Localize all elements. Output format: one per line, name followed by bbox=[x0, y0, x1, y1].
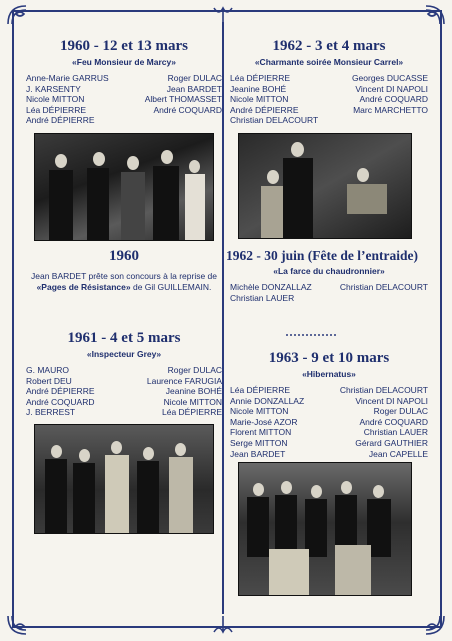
cast-name: Robert DEU bbox=[26, 375, 72, 386]
cast-name: Nicole MITTON bbox=[230, 94, 289, 105]
play-title: «Feu Monsieur de Marcy» bbox=[72, 57, 176, 67]
cast-name: André COQUARD bbox=[26, 396, 95, 407]
cast-column-right bbox=[145, 73, 222, 126]
cast-list bbox=[230, 73, 428, 126]
cast-name: Léa DÉPIERRE bbox=[162, 407, 222, 418]
section-title: 1963 - 9 et 10 mars bbox=[268, 350, 390, 366]
cast-list bbox=[26, 73, 222, 126]
section-1963 bbox=[230, 350, 428, 459]
cast-column-right bbox=[340, 282, 428, 303]
cast-name: André COQUARD bbox=[359, 94, 428, 105]
cast-name: Laurence FARUGIA bbox=[146, 375, 222, 386]
cast-list bbox=[26, 365, 222, 418]
cast-name: Florent MITTON bbox=[230, 427, 292, 438]
cast-name: G. MAURO bbox=[26, 365, 69, 375]
cast-name: Gérard GAUTHIER bbox=[355, 437, 428, 448]
cast-column-right bbox=[147, 365, 222, 418]
section-title: 1962 - 30 juin (Fête de l’entraide) bbox=[226, 248, 418, 263]
cast-list bbox=[230, 282, 428, 303]
cast-name: André COQUARD bbox=[153, 104, 222, 115]
divider-top-ornament-icon bbox=[212, 4, 234, 26]
paragraph-text: de Gil GUILLEMAIN. bbox=[132, 282, 212, 292]
cast-name: André DÉPIERRE bbox=[230, 104, 299, 115]
cast-column-left bbox=[230, 282, 312, 303]
section-paragraph bbox=[26, 271, 222, 293]
cast-name: Albert THOMASSET bbox=[144, 94, 222, 105]
cast-name: Nicole MITTON bbox=[230, 406, 289, 417]
photo-1961-cast bbox=[34, 424, 214, 534]
cast-name: Jeanine BOHÉ bbox=[165, 386, 222, 397]
cast-name: Jean CAPELLE bbox=[368, 448, 428, 459]
cast-name: Nicole MITTON bbox=[163, 396, 222, 407]
cast-name: Jean BARDET bbox=[166, 83, 222, 94]
corner-ornament-icon bbox=[6, 614, 28, 636]
cast-name: Roger DULAC bbox=[373, 406, 428, 417]
section-title: 1960 bbox=[109, 248, 139, 264]
cast-name: Léa DÉPIERRE bbox=[230, 73, 290, 83]
photo-1963-cast bbox=[238, 462, 412, 596]
cast-name: Michèle DONZALLAZ bbox=[230, 282, 312, 292]
cast-column-right bbox=[340, 385, 428, 459]
photo-1962-cast bbox=[238, 133, 412, 239]
section-title: 1961 - 4 et 5 mars bbox=[67, 330, 181, 346]
corner-ornament-icon bbox=[424, 614, 446, 636]
cast-name: Christian DELACOURT bbox=[339, 282, 428, 292]
cast-column-left bbox=[230, 73, 318, 126]
paragraph-play-title: «Pages de Résistance» bbox=[36, 282, 131, 292]
cast-name: Roger DULAC bbox=[167, 73, 222, 83]
section-1960-resistance bbox=[26, 248, 222, 293]
section-1962-carrel bbox=[230, 38, 428, 126]
cast-name: Nicole MITTON bbox=[26, 94, 85, 105]
cast-name: André COQUARD bbox=[359, 416, 428, 427]
cast-name: Christian LAUER bbox=[230, 292, 295, 303]
play-title: «Charmante soirée Monsieur Carrel» bbox=[254, 57, 404, 67]
cast-name: Annie DONZALLAZ bbox=[230, 395, 305, 406]
cast-name: Léa DÉPIERRE bbox=[230, 385, 290, 395]
cast-name: J. BERREST bbox=[26, 407, 76, 418]
section-title: 1962 - 3 et 4 mars bbox=[272, 38, 386, 54]
section-1962-entraide bbox=[226, 248, 428, 303]
paragraph-text: Jean BARDET prête son concours à la reprise de bbox=[31, 271, 217, 281]
cast-column-left bbox=[230, 385, 304, 459]
divider-bottom-ornament-icon bbox=[212, 614, 234, 636]
cast-name: Roger DULAC bbox=[167, 365, 222, 375]
play-title: «La farce du chaudronnier» bbox=[273, 266, 385, 276]
cast-name: Vincent DI NAPOLI bbox=[355, 395, 428, 406]
cast-column-right bbox=[352, 73, 428, 126]
cast-column-left bbox=[26, 73, 109, 126]
cast-name: André DÉPIERRE bbox=[26, 115, 95, 126]
play-title: «Inspecteur Grey» bbox=[86, 349, 162, 359]
cast-name: Marie-José AZOR bbox=[230, 416, 298, 427]
cast-name: Léa DÉPIERRE bbox=[26, 104, 86, 115]
section-title: 1960 - 12 et 13 mars bbox=[60, 38, 188, 54]
photo-1960-cast bbox=[34, 133, 214, 241]
cast-name: Georges DUCASSE bbox=[351, 73, 428, 83]
cast-name: Christian LAUER bbox=[363, 427, 428, 438]
cast-name: Christian DELACOURT bbox=[339, 385, 428, 395]
cast-name: André DÉPIERRE bbox=[26, 386, 95, 397]
cast-name: Jean BARDET bbox=[230, 448, 286, 459]
cast-name: Jeanine BOHÉ bbox=[230, 83, 287, 94]
corner-ornament-icon bbox=[6, 4, 28, 26]
section-1960-marcy bbox=[26, 38, 222, 126]
cast-name: Serge MITTON bbox=[230, 437, 288, 448]
cast-name: Vincent DI NAPOLI bbox=[355, 83, 428, 94]
section-1961 bbox=[26, 330, 222, 418]
corner-ornament-icon bbox=[424, 4, 446, 26]
cast-name: Anne-Marie GARRUS bbox=[26, 73, 109, 83]
cast-name: Christian DELACOURT bbox=[230, 115, 319, 126]
cast-list bbox=[230, 385, 428, 459]
cast-name: J. KARSENTY bbox=[26, 83, 81, 94]
column-divider bbox=[222, 22, 224, 614]
cast-column-left bbox=[26, 365, 95, 418]
play-title: «Hibernatus» bbox=[302, 369, 356, 379]
cast-name: Marc MARCHETTO bbox=[353, 104, 428, 115]
section-separator-ornament bbox=[286, 325, 338, 331]
